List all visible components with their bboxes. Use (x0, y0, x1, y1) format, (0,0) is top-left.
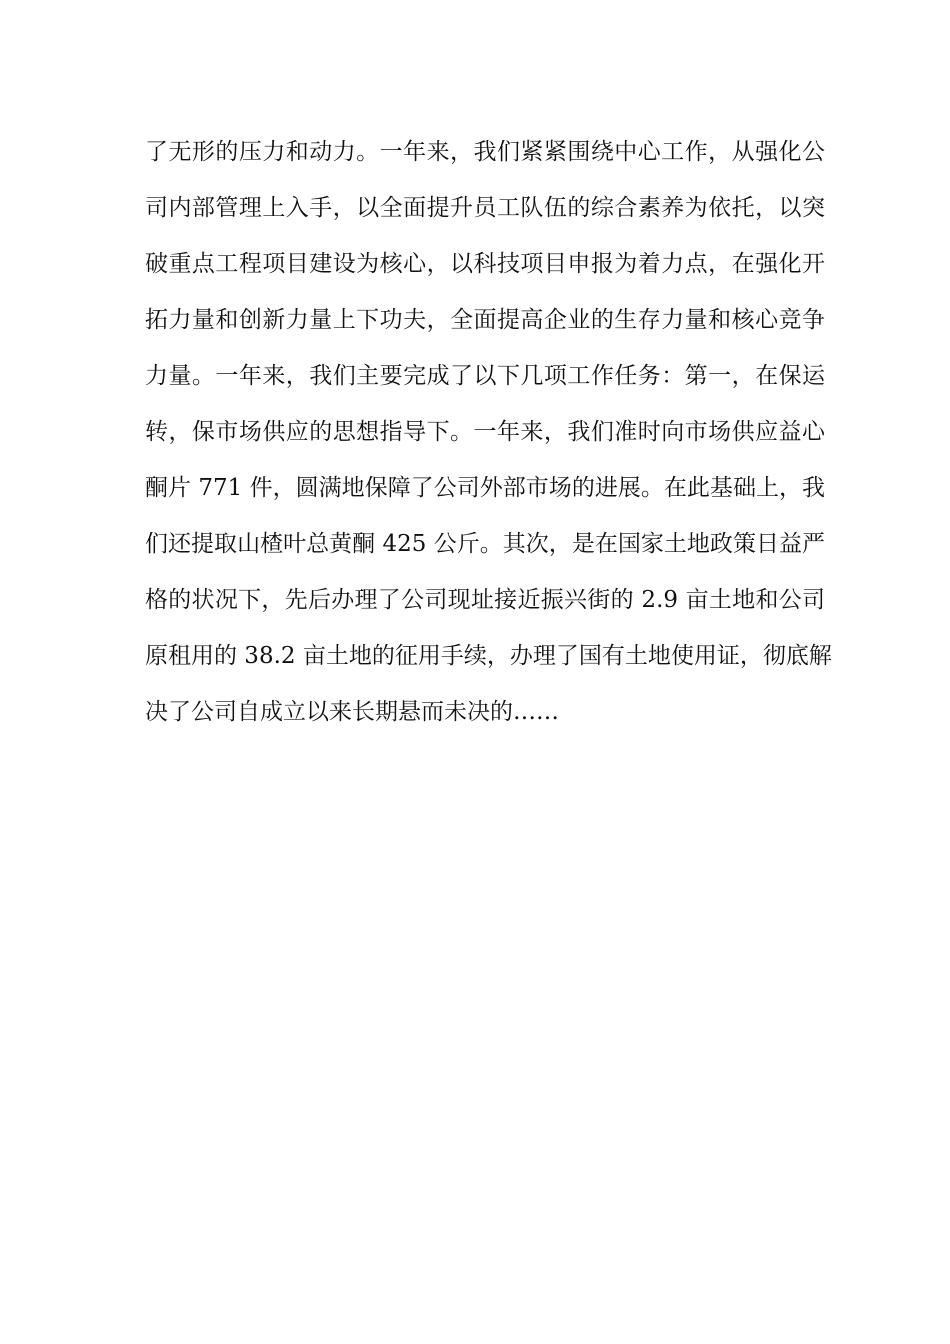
body-paragraph (145, 130, 832, 746)
text-line: 们还提取山楂叶总黄酮 425 公斤。其次，是在国家土地政策日益严 (145, 531, 825, 557)
text-line: 转，保市场供应的思想指导下。一年来，我们准时向市场供应益心 (145, 419, 825, 445)
text-line: 酮片 771 件，圆满地保障了公司外部市场的进展。在此基础上，我 (145, 475, 825, 501)
text-line: 力量。一年来，我们主要完成了以下几项工作任务：第一，在保运 (145, 363, 825, 389)
text-line: 破重点工程项目建设为核心，以科技项目申报为着力点，在强化开 (145, 251, 825, 277)
text-line: 格的状况下，先后办理了公司现址接近振兴街的 2.9 亩土地和公司 (145, 587, 825, 613)
text-line: 原租用的 38.2 亩土地的征用手续，办理了国有土地使用证，彻底解 (145, 643, 832, 669)
text-line: 司内部管理上入手，以全面提升员工队伍的综合素养为依托，以突 (145, 195, 825, 221)
text-line-last: 决了公司自成立以来长期悬而未决的…… (145, 699, 559, 725)
text-line: 拓力量和创新力量上下功夫，全面提高企业的生存力量和核心竞争 (145, 307, 825, 333)
text-line: 了无形的压力和动力。一年来，我们紧紧围绕中心工作，从强化公 (145, 139, 825, 165)
